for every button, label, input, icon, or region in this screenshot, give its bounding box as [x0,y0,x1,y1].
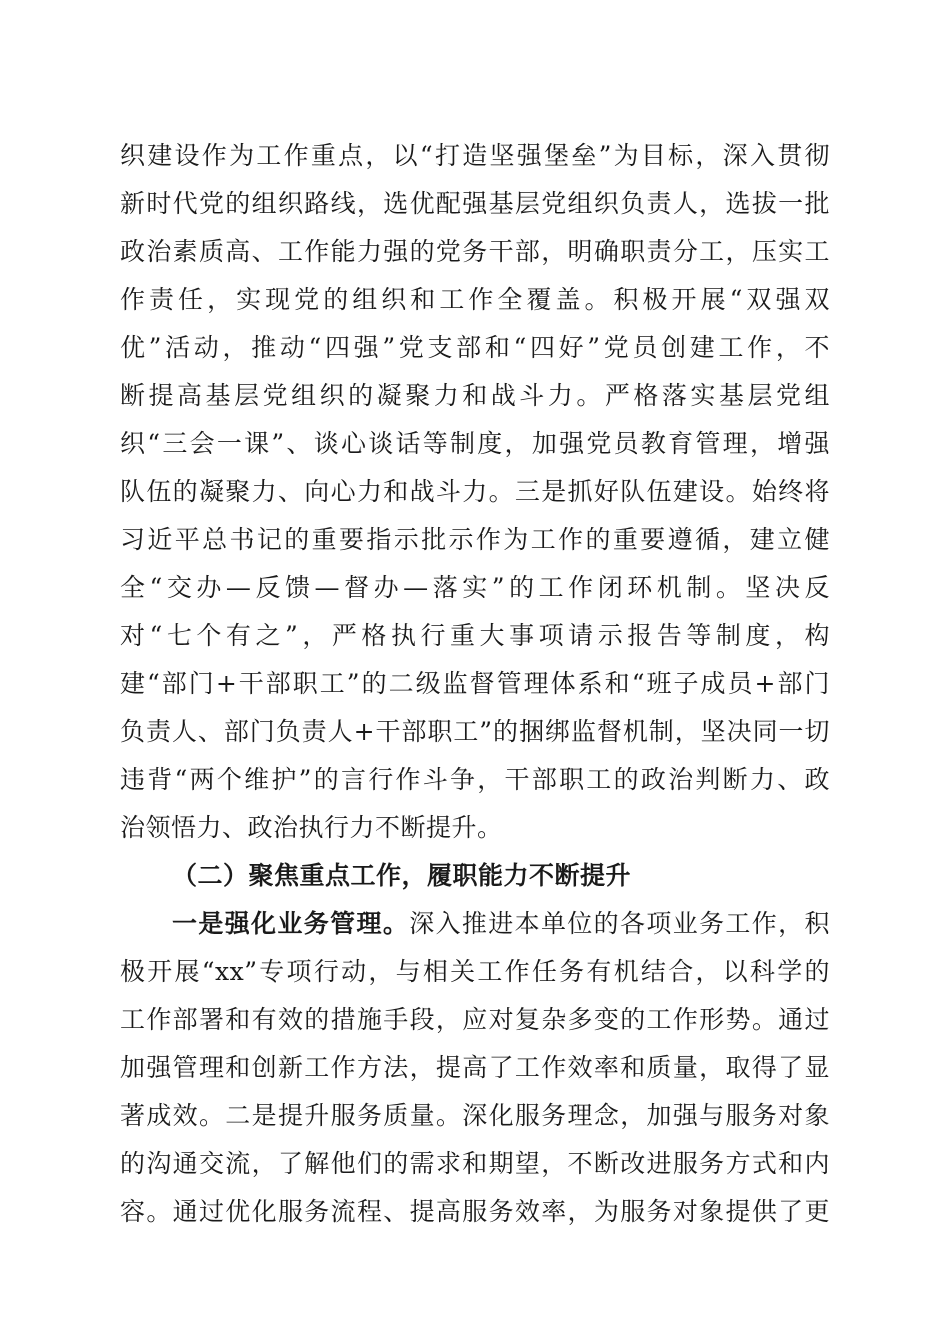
text-line: 对“七个有之”，严格执行重大事项请示报告等制度，构 [120,621,830,650]
text-line: 政治素质高、工作能力强的党务干部，明确职责分工，压实工 [120,237,830,266]
text-span: 深入推进本单位的各项业务工作，积 [409,909,830,938]
text-line: 队伍的凝聚力、向心力和战斗力。三是抓好队伍建设。始终将 [120,477,830,506]
lead-phrase: 一是强化业务管理。 [172,909,410,938]
text-line: 优”活动，推动“四强”党支部和“四好”党员创建工作，不 [120,333,830,362]
text-line: 著成效。二是提升服务质量。深化服务理念，加强与服务对象 [120,1101,830,1130]
text-line: 作责任，实现党的组织和工作全覆盖。积极开展“双强双 [120,285,830,314]
text-line: 建“部门+干部职工”的二级监督管理体系和“班子成员+部门 [120,669,830,698]
text-line: 负责人、部门负责人+干部职工”的捆绑监督机制，坚决同一切 [120,717,830,746]
text-line: 加强管理和创新工作方法，提高了工作效率和质量，取得了显 [120,1053,830,1082]
text-line: 容。通过优化服务流程、提高服务效率，为服务对象提供了更 [120,1197,830,1226]
text-line: 全“交办—反馈—督办—落实”的工作闭环机制。坚决反 [120,573,830,602]
text-line [172,902,830,946]
section-heading: （二）聚焦重点工作，履职能力不断提升 [172,861,632,890]
text-line: 的沟通交流，了解他们的需求和期望，不断改进服务方式和内 [120,1149,830,1178]
text-line: 极开展“xx”专项行动，与相关工作任务有机结合，以科学的 [120,957,830,986]
text-line: 织建设作为工作重点，以“打造坚强堡垒”为目标，深入贯彻 [120,141,830,170]
text-line: 治领悟力、政治执行力不断提升。 [120,813,503,842]
text-line: 断提高基层党组织的凝聚力和战斗力。严格落实基层党组 [120,381,830,410]
text-line: 工作部署和有效的措施手段，应对复杂多变的工作形势。通过 [120,1005,830,1034]
text-line: 新时代党的组织路线，选优配强基层党组织负责人，选拔一批 [120,189,830,218]
text-line: 违背“两个维护”的言行作斗争，干部职工的政治判断力、政 [120,765,830,794]
text-line: 织“三会一课”、谈心谈话等制度，加强党员教育管理，增强 [120,429,830,458]
text-line: 习近平总书记的重要指示批示作为工作的重要遵循，建立健 [120,525,830,554]
